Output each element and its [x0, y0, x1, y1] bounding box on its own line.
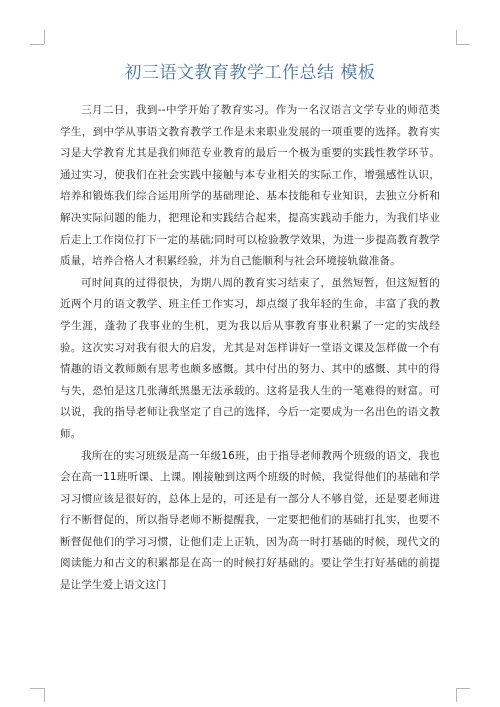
crop-mark-top-right-h	[456, 44, 470, 45]
crop-mark-bottom-right-h	[456, 688, 470, 689]
crop-mark-bottom-right-v	[456, 688, 457, 702]
paragraph-2: 可时间真的过得很快，为期八周的教育实习结束了，虽然短暂，但这短暂的近两个月的语文教学、班主任工作实习，却点缀了我年轻的生命，丰富了我的教学生涯，蓬勃了我事业的生机，更为我以后从事教育事业积累了一定的实战经验。这次实习对我有很大的启发，尤其是对怎样讲好一堂语文课及怎样做一个有情趣的语文教师颇有思考也颇多感慨。其中付出的努力、其中的感慨、其中的得与失，恐怕是这几张薄纸黑墨无法承载的。这将是我人生的一笔难得的财富。可以说，我的指导老师让我坚定了自己的选择，今后一定要成为一名出色的语文教师。	[60, 276, 440, 440]
crop-mark-top-left-v	[44, 30, 45, 44]
crop-mark-top-right-v	[456, 30, 457, 44]
document-body	[60, 100, 440, 700]
paragraph-3: 我所在的实习班级是高一年级16班，由于指导老师教两个班级的语文，我也会在高一11班听课、上课。刚接触到这两个班级的时候，我觉得他们的基础和学习习惯应该是很好的，总体上是的，可还是有一部分人不够自觉，还是要老师进行不断督促的，所以指导老师不断提醒我，一定要把他们的基础打扎实，也要不断督促他们的学习习惯，让他们走上正轨，因为高一时打基础的时候，现代文的阅读能力和古文的积累都是在高一的时候打好基础的。要让学生打好基础的前提是让学生爱上语文这门	[60, 449, 440, 592]
crop-mark-top-left-h	[30, 44, 44, 45]
crop-mark-bottom-left-h	[30, 688, 44, 689]
paragraph-1: 三月二日，我到--中学开始了教育实习。作为一名汉语言文学专业的师范类学生，到中学从事语文教育教学工作是未来职业发展的一项重要的选择。教育实习是大学教育尤其是我们师范专业教育的最后一个极为重要的实践性教学环节。通过实习，使我们在社会实践中接触与本专业相关的实际工作，增强感性认识，培养和锻炼我们综合运用所学的基础理论、基本技能和专业知识，去独立分析和解决实际问题的能力，把理论和实践结合起来，提高实践动手能力，为我们毕业后走上工作岗位打下一定的基础;同时可以检验教学效果，为进一步提高教育教学质量，培养合格人才积累经验，并为自己能顺利与社会环境接轨做准备。	[60, 104, 440, 268]
crop-mark-bottom-left-v	[44, 688, 45, 702]
document-title: 初三语文教育教学工作总结 模板	[124, 63, 376, 83]
